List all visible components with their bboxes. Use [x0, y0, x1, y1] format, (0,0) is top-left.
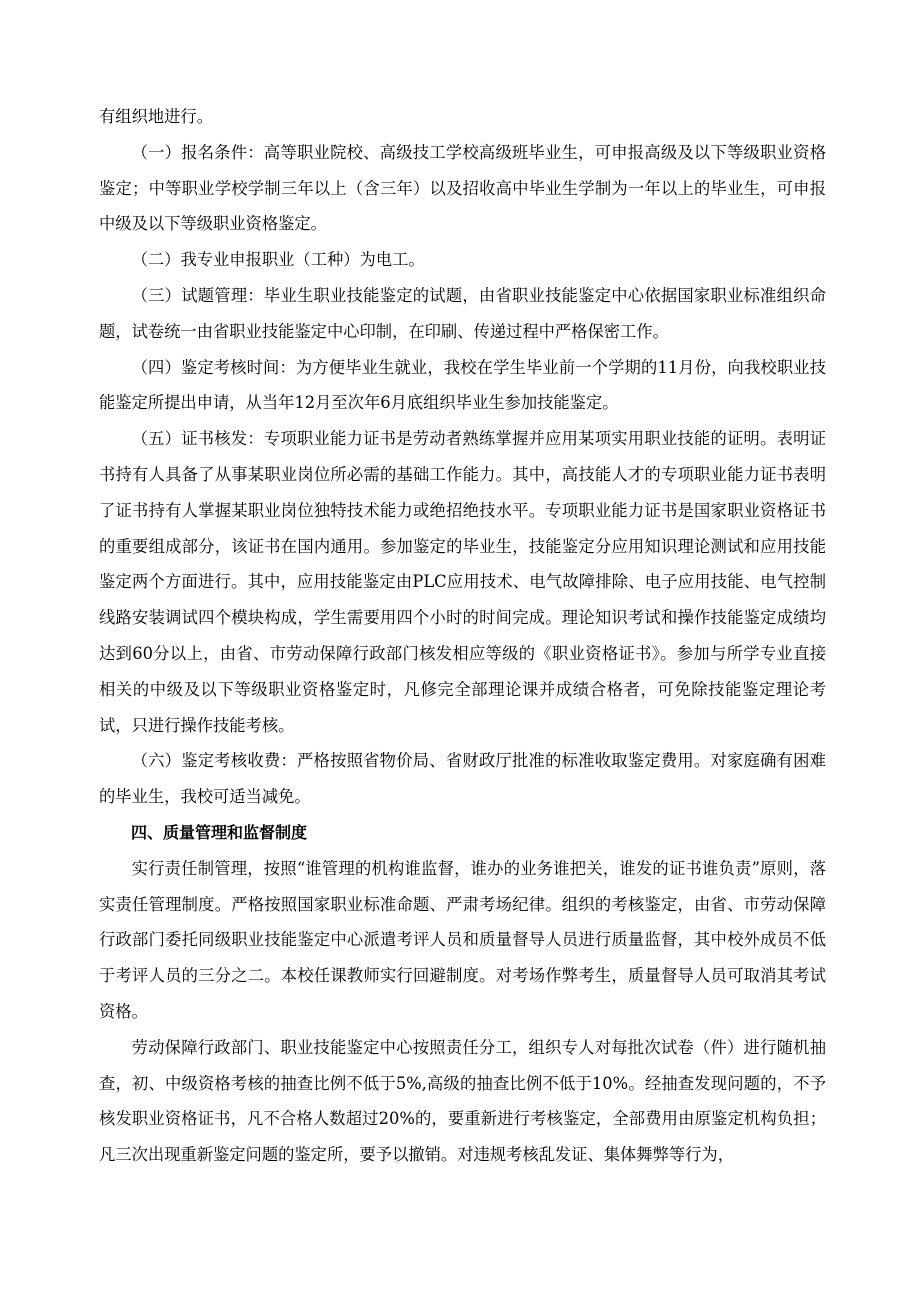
- paragraph-assessment-fees: （六）鉴定考核收费：严格按照省物价局、省财政厅批准的标准收取鉴定费用。对家庭确有困难的毕业生，我校可适当减免。: [99, 751, 826, 807]
- paragraph-assessment-time: （四）鉴定考核时间：为方便毕业生就业，我校在学生毕业前一个学期的11月份，向我校职业技能鉴定所提出申请，从当年12月至次年6月底组织毕业生参加技能鉴定。: [99, 357, 826, 413]
- paragraph-test-management: （三）试题管理：毕业生职业技能鉴定的试题，由省职业技能鉴定中心依据国家职业标准组织命题，试卷统一由省职业技能鉴定中心印制，在印刷、传递过程中严格保密工作。: [99, 285, 826, 341]
- section-heading-quality-management: 四、质量管理和监督制度: [131, 822, 308, 842]
- paragraph-responsibility-system: 实行责任制管理，按照“谁管理的机构谁监督，谁办的业务谁把关，谁发的证书谁负责”原则，落实责任管理制度。严格按照国家职业标准命题、严肃考场纪律。组织的考核鉴定，由省、市劳动保障行政部门委托同级职业技能鉴定中心派遣考评人员和质量督导人员进行质量监督，其中校外成员不低于考评人员的三分之二。本校任课教师实行回避制度。对考场作弊考生，质量督导人员可取消其考试资格。: [99, 858, 826, 1021]
- paragraph-spot-checks: 劳动保障行政部门、职业技能鉴定中心按照责任分工，组织专人对每批次试卷（件）进行随机抽查，初、中级资格考核的抽查比例不低于5%,高级的抽查比例不低于10%。经抽查发现问题的，不予核发职业资格证书，凡不合格人数超过20%的，要重新进行考核鉴定，全部费用由原鉴定机构负担；凡三次出现重新鉴定问题的鉴定所，要予以撤销。对违规考核乱发证、集体舞弊等行为，: [99, 1037, 826, 1165]
- paragraph-continuation: 有组织地进行。: [99, 107, 213, 126]
- paragraph-declared-occupation: （二）我专业申报职业（工种）为电工。: [131, 250, 425, 270]
- document-body: [99, 99, 826, 1173]
- paragraph-certificate-issuance: （五）证书核发：专项职业能力证书是劳动者熟练掌握并应用某项实用职业技能的证明。表明证书持有人具备了从事某职业岗位所必需的基础工作能力。其中，高技能人才的专项职业能力证书表明了证书持有人掌握某职业岗位独特技术能力或绝招绝技水平。专项职业能力证书是国家职业资格证书的重要组成部分，该证书在国内通用。参加鉴定的毕业生，技能鉴定分应用知识理论测试和应用技能鉴定两个方面进行。其中，应用技能鉴定由PLC应用技术、电气故障排除、电子应用技能、电气控制线路安装调试四个模块构成，学生需要用四个小时的时间完成。理论知识考试和操作技能鉴定成绩均达到60分以上，由省、市劳动保障行政部门核发相应等级的《职业资格证书》。参加与所学专业直接相关的中级及以下等级职业资格鉴定时，凡修完全部理论课并成绩合格者，可免除技能鉴定理论考试，只进行操作技能考核。: [99, 429, 826, 735]
- paragraph-registration-conditions: （一）报名条件：高等职业院校、高级技工学校高级班毕业生，可申报高级及以下等级职业资格鉴定；中等职业学校学制三年以上（含三年）以及招收高中毕业生学制为一年以上的毕业生，可申报中级及以下等级职业资格鉴定。: [99, 142, 826, 234]
